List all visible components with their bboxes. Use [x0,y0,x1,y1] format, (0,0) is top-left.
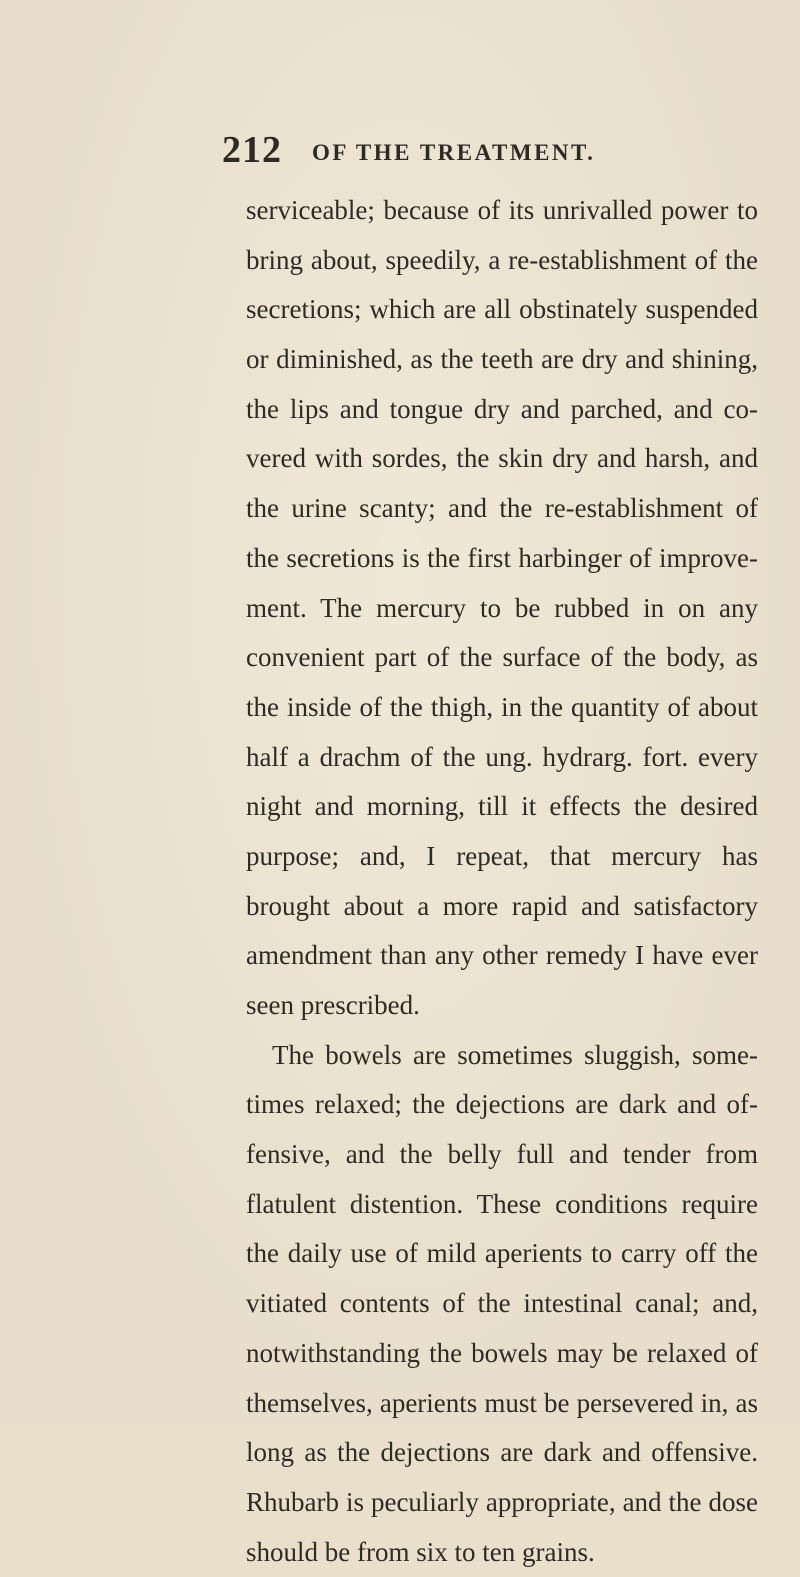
text-line: the daily use of mild aperients to carry off the [246,1238,758,1269]
text-line: serviceable; because of its unrivalled power to [246,195,758,225]
text-line: half a drachm of the ung. hydrarg. fort. every [246,741,758,772]
page-number: 212 [222,129,282,171]
text-line: themselves, aperients must be persevered in, as [246,1387,758,1418]
text-line: long as the dejections are dark and offensive. [246,1437,758,1468]
text-line: the lips and tongue dry and parched, and co- [246,393,758,424]
text-line: the secretions is the first harbinger of improve- [246,542,758,573]
text-line: bring about, speedily, a re-establishment of the [246,244,758,275]
text-line: vered with sordes, the skin dry and harsh, and [246,443,758,474]
text-line: convenient part of the surface of the body, as [246,642,758,673]
text-line: ment. The mercury to be rubbed in on any [246,592,758,623]
paragraph-end-line: should be from six to ten grains. [246,1536,595,1567]
body-text [246,186,758,1577]
text-line: Rhubarb is peculiarly appropriate, and the dose [246,1486,758,1517]
paragraph-start-line: The bowels are sometimes sluggish, some- [272,1039,758,1070]
text-line: flatulent distention. These conditions require [246,1188,758,1219]
text-line: secretions; which are all obstinately suspended [246,294,758,325]
paragraph-end-line: seen prescribed. [246,990,420,1020]
text-line: or diminished, as the teeth are dry and shining, [246,344,758,375]
text-line: amendment than any other remedy I have ever [246,940,758,971]
text-line: fensive, and the belly full and tender from [246,1139,758,1170]
text-line: the inside of the thigh, in the quantity of about [246,691,758,722]
running-head [222,130,782,170]
running-title: OF THE TREATMENT. [312,140,596,165]
text-line: times relaxed; the dejections are dark and of- [246,1089,758,1120]
text-line: brought about a more rapid and satisfactory [246,890,758,921]
text-line: vitiated contents of the intestinal canal; and, [246,1288,758,1319]
text-line: night and morning, till it effects the desired [246,791,758,822]
text-line: the urine scanty; and the re-establishment of [246,493,758,524]
text-line: purpose; and, I repeat, that mercury has [246,840,758,871]
text-line: notwithstanding the bowels may be relaxed of [246,1337,758,1368]
